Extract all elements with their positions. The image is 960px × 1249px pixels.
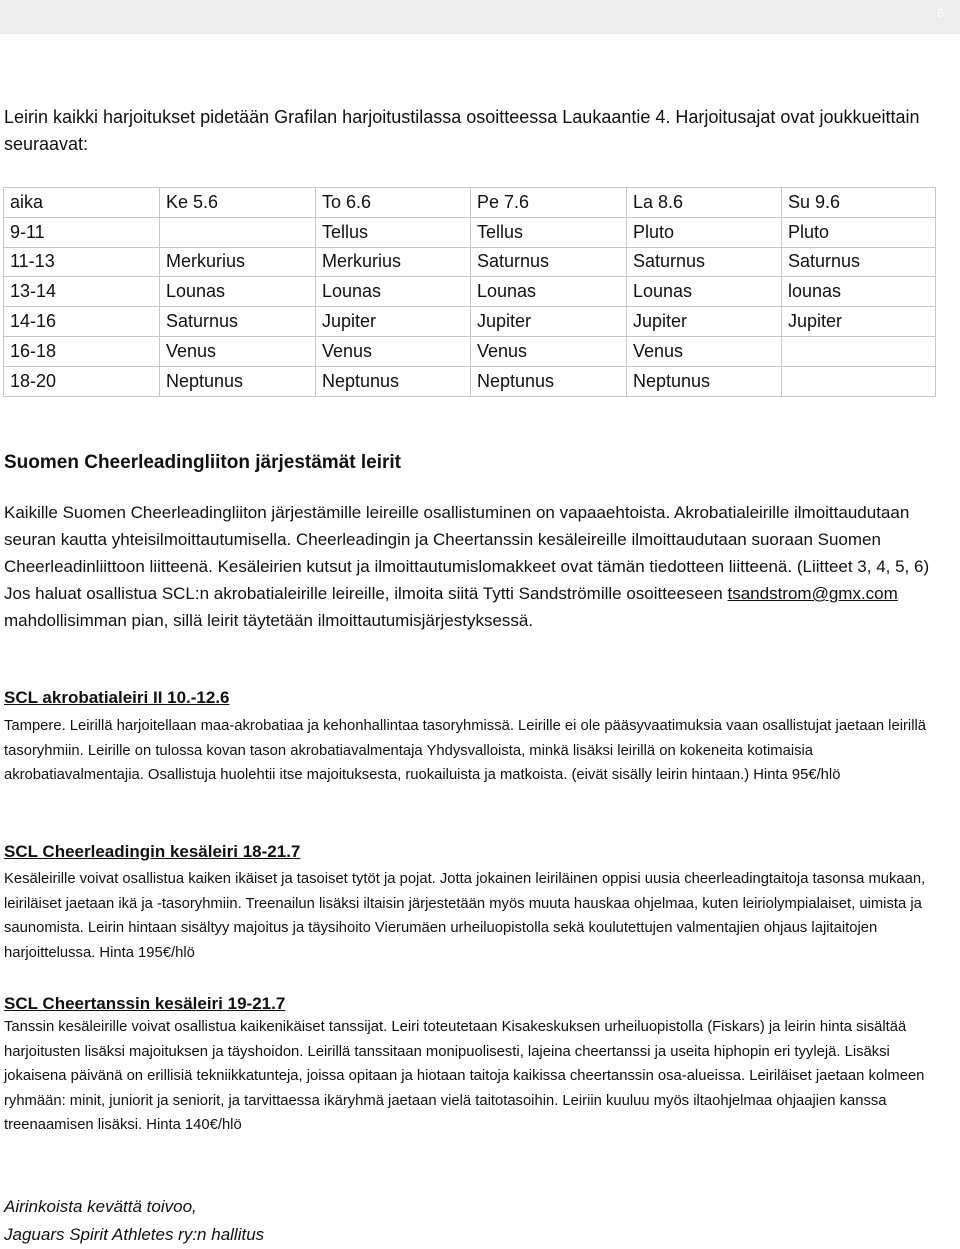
schedule-cell: Venus xyxy=(627,336,782,366)
schedule-header-cell: Pe 7.6 xyxy=(471,188,627,218)
signature-greeting: Airinkoista kevättä toivoo, xyxy=(4,1197,197,1216)
camp-title-cheerleading: SCL Cheerleadingin kesäleiri 18-21.7 xyxy=(4,842,301,861)
schedule-row xyxy=(4,336,936,366)
paragraph-text: Kaikille Suomen Cheerleadingliiton järjestämille leireille osallistuminen on vapaaehtoista. Akrobatialeirille ilmoittaudutaan seuran kautta yhteisilmoittautumisella. Cheerleadingin ja Cheertanssin kesäleireille ilmoittaudutaan suoraan Suomen Cheerleadinliittoon liitteenä. Kesäleirien kutsut ja ilmoittautumislomakkeet ovat tämän tiedotteen liitteenä. (Liitteet 3, 4, 5, 6) Jos haluat osallistua SCL:n akrobatialeirille leireille, ilmoita siitä Tytti Sandströmille osoitteeseen xyxy=(4,503,930,603)
schedule-cell: 13-14 xyxy=(4,277,160,307)
schedule-cell: 11-13 xyxy=(4,247,160,277)
schedule-cell: Neptunus xyxy=(471,366,627,396)
schedule-cell: 14-16 xyxy=(4,307,160,337)
schedule-cell: Neptunus xyxy=(316,366,471,396)
schedule-cell: Venus xyxy=(160,336,316,366)
schedule-header-cell: To 6.6 xyxy=(316,188,471,218)
schedule-cell: Lounas xyxy=(316,277,471,307)
schedule-header-row xyxy=(4,188,936,218)
schedule-cell: Tellus xyxy=(316,217,471,247)
schedule-cell: Venus xyxy=(471,336,627,366)
schedule-header-cell: La 8.6 xyxy=(627,188,782,218)
schedule-cell xyxy=(160,217,316,247)
page-header-bar xyxy=(0,0,960,34)
schedule-cell: 18-20 xyxy=(4,366,160,396)
schedule-cell xyxy=(782,336,936,366)
schedule-cell: Lounas xyxy=(471,277,627,307)
schedule-row xyxy=(4,277,936,307)
schedule-header-cell: aika xyxy=(4,188,160,218)
signature xyxy=(4,1193,264,1249)
camp-description-cheerleading: Kesäleirille voivat osallistua kaiken ikäiset ja tasoiset tytöt ja pojat. Jotta jokainen leiriläinen oppisi uusia cheerleadingtaitoja tasonsa mukaan, leiriläiset jaetaan ikä ja -tasoryhmiin. Treenailun lisäksi iltaisin järjestetään myös muuta hauskaa ohjelmaa, kuten leiriolympialaiset, uimista ja saunomista. Leirin hintaan sisältyy majoitus ja täysihoito Vierumäen urheiluopistolla sekä koulutettujen valmentajien ohjaus lajitaitojen harjoittelussa. Hinta 195€/hlö xyxy=(4,871,926,961)
schedule-cell: Jupiter xyxy=(782,307,936,337)
schedule-cell: Neptunus xyxy=(627,366,782,396)
schedule-cell: Pluto xyxy=(627,217,782,247)
schedule-cell: Saturnus xyxy=(627,247,782,277)
schedule-cell xyxy=(782,366,936,396)
schedule-cell: Jupiter xyxy=(627,307,782,337)
schedule-row xyxy=(4,307,936,337)
schedule-row xyxy=(4,366,936,396)
schedule-header-cell: Ke 5.6 xyxy=(160,188,316,218)
schedule-cell: Tellus xyxy=(471,217,627,247)
schedule-cell: Pluto xyxy=(782,217,936,247)
page-number: 6 xyxy=(937,6,944,20)
schedule-cell: Merkurius xyxy=(316,247,471,277)
schedule-cell: Saturnus xyxy=(471,247,627,277)
camp-title-cheerdance: SCL Cheertanssin kesäleiri 19-21.7 xyxy=(4,994,286,1013)
schedule-cell: Merkurius xyxy=(160,247,316,277)
schedule-row xyxy=(4,247,936,277)
schedule-row xyxy=(4,217,936,247)
schedule-header-cell: Su 9.6 xyxy=(782,188,936,218)
schedule-cell: lounas xyxy=(782,277,936,307)
schedule-cell: Jupiter xyxy=(316,307,471,337)
schedule-cell: Saturnus xyxy=(782,247,936,277)
schedule-table xyxy=(3,187,936,397)
schedule-cell: Neptunus xyxy=(160,366,316,396)
signature-sender: Jaguars Spirit Athletes ry:n hallitus xyxy=(4,1225,265,1244)
camp-description-acrobatics: Tampere. Leirillä harjoitellaan maa-akrobatiaa ja kehonhallintaa tasoryhmissä. Leirille ei ole pääsyvaatimuksia vaan osallistujat jaetaan leirillä tasoryhmiin. Leirille on tulossa kovan tason akrobatiavalmentaja Yhdysvalloista, minkä lisäksi leirillä on kokeneita kotimaisia akrobatiavalmentajia. Osallistuja huolehtii itse majoituksesta, ruokailuista ja matkoista. (eivät sisälly leirin hintaan.) Hinta 95€/hlö xyxy=(4,718,927,783)
schedule-cell: Lounas xyxy=(627,277,782,307)
paragraph-text-end: mahdollisimman pian, sillä leirit täytetään ilmoittautumisjärjestyksessä. xyxy=(4,611,534,630)
schedule-cell: Saturnus xyxy=(160,307,316,337)
schedule-cell: Venus xyxy=(316,336,471,366)
schedule-cell: Lounas xyxy=(160,277,316,307)
email-link[interactable]: tsandstrom@gmx.com xyxy=(727,584,898,603)
schedule-cell: 16-18 xyxy=(4,336,160,366)
schedule-cell: Jupiter xyxy=(471,307,627,337)
camps-info-paragraph xyxy=(4,499,944,634)
intro-paragraph: Leirin kaikki harjoitukset pidetään Grafilan harjoitustilassa osoitteessa Laukaantie 4. Harjoitusajat ovat joukkueittain seuraavat: xyxy=(4,107,920,154)
camp-title-acrobatics: SCL akrobatialeiri II 10.-12.6 xyxy=(4,688,230,707)
schedule-cell: 9-11 xyxy=(4,217,160,247)
camp-description-cheerdance: Tanssin kesäleirille voivat osallistua kaikenikäiset tanssijat. Leiri toteutetaan Kisakeskuksen urheiluopistolla (Fiskars) ja leirin hinta sisältää harjoitusten lisäksi majoituksen ja täyshoidon. Leirillä tanssitaan monipuolisesti, lajeina cheertanssi ja useita hiphopin eri tyylejä. Lisäksi jokaisena päivänä on erillisiä tekniikkatunteja, joissa opitaan ja hiotaan taitoja kaikissa cheertanssin osa-alueissa. Leiriläiset jaetaan kolmeen ryhmään: minit, juniorit ja seniorit, ja tarvittaessa ikäryhmä jaetaan vielä taitotasoihin. Leiriin kuuluu myös iltaohjelmaa ohjaajien kanssa treenaamisen lisäksi. Hinta 140€/hlö xyxy=(4,1019,925,1133)
section-heading: Suomen Cheerleadingliiton järjestämät leirit xyxy=(4,452,401,473)
